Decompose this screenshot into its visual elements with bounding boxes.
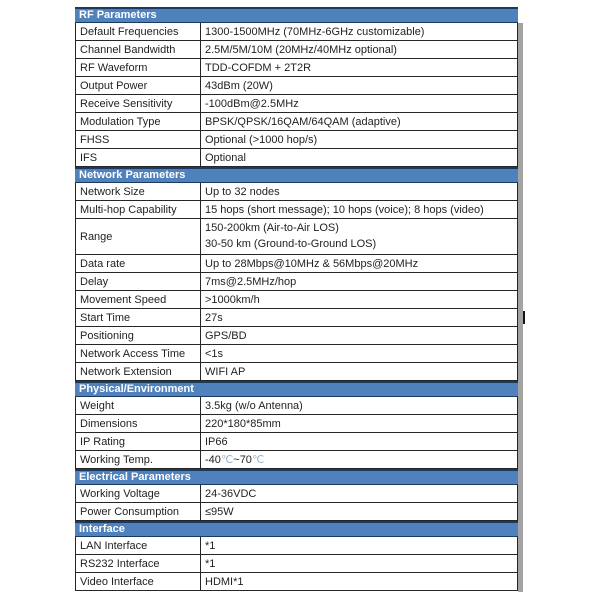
row-label: Movement Speed (76, 291, 201, 308)
table-row (75, 485, 518, 503)
row-value: *1 (205, 557, 216, 570)
row-value: TDD-COFDM + 2T2R (205, 61, 312, 74)
row-value: >1000km/h (205, 293, 260, 306)
row-label: Network Extension (76, 363, 201, 380)
table-row (75, 397, 518, 415)
spec-table (75, 7, 518, 591)
row-label: Delay (76, 273, 201, 290)
table-row (75, 291, 518, 309)
table-row (75, 95, 518, 113)
row-value: *1 (205, 539, 216, 552)
row-label: IFS (76, 149, 201, 166)
row-value (201, 451, 517, 468)
table-row (75, 537, 518, 555)
row-value: HDMI*1 (205, 575, 244, 588)
table-row (75, 77, 518, 95)
row-value: Optional (>1000 hop/s) (205, 133, 318, 146)
row-value: 2.5M/5M/10M (20MHz/40MHz optional) (205, 43, 397, 56)
table-row (75, 363, 518, 381)
row-value: 27s (205, 311, 223, 324)
row-value: Up to 28Mbps@10MHz & 56Mbps@20MHz (205, 257, 419, 270)
row-label: Working Temp. (76, 451, 201, 468)
range-line-2: 30-50 km (Ground-to-Ground LOS) (205, 238, 377, 251)
row-label: Range (76, 219, 201, 254)
row-label: Receive Sensitivity (76, 95, 201, 112)
row-label: Network Access Time (76, 345, 201, 362)
table-row (75, 23, 518, 41)
row-value: Up to 32 nodes (205, 185, 280, 198)
table-row (75, 415, 518, 433)
section-header-rf-parameters: RF Parameters (75, 7, 518, 23)
row-label: RF Waveform (76, 59, 201, 76)
row-label: RS232 Interface (76, 555, 201, 572)
row-value: <1s (205, 347, 224, 360)
row-value: IP66 (205, 435, 228, 448)
row-label: Multi-hop Capability (76, 201, 201, 218)
row-value: 1300-1500MHz (70MHz-6GHz customizable) (205, 25, 425, 38)
temp-unit-low: ℃ (220, 454, 234, 466)
row-label: Output Power (76, 77, 201, 94)
table-row-working-temp (75, 451, 518, 469)
row-value: 43dBm (20W) (205, 79, 273, 92)
row-value: GPS/BD (205, 329, 247, 342)
row-value: ≤95W (205, 505, 234, 518)
row-value: Optional (205, 151, 246, 164)
table-right-shadow (518, 23, 523, 592)
section-header-electrical-parameters: Electrical Parameters (75, 469, 518, 485)
row-value: -100dBm@2.5MHz (205, 97, 299, 110)
row-value: BPSK/QPSK/16QAM/64QAM (adaptive) (205, 115, 401, 128)
row-label: IP Rating (76, 433, 201, 450)
row-value: 220*180*85mm (205, 417, 281, 430)
row-value (201, 219, 517, 254)
table-row (75, 149, 518, 167)
row-label: Modulation Type (76, 113, 201, 130)
row-label: Channel Bandwidth (76, 41, 201, 58)
temp-unit-high: ℃ (251, 454, 265, 466)
temp-value-high: ~70 (233, 453, 252, 466)
row-value: 3.5kg (w/o Antenna) (205, 399, 303, 412)
table-row (75, 573, 518, 591)
row-label: Power Consumption (76, 503, 201, 520)
row-value: 7ms@2.5MHz/hop (205, 275, 297, 288)
section-header-network-parameters: Network Parameters (75, 167, 518, 183)
row-value: 24-36VDC (205, 487, 257, 500)
table-row (75, 201, 518, 219)
row-label: Weight (76, 397, 201, 414)
row-label: Start Time (76, 309, 201, 326)
row-label: Default Frequencies (76, 23, 201, 40)
section-header-physical-environment: Physical/Environment (75, 381, 518, 397)
table-row (75, 113, 518, 131)
table-row (75, 433, 518, 451)
table-row (75, 503, 518, 521)
row-value: WIFI AP (205, 365, 246, 378)
table-row (75, 255, 518, 273)
table-row (75, 41, 518, 59)
table-row-range (75, 219, 518, 255)
table-row (75, 555, 518, 573)
row-label: LAN Interface (76, 537, 201, 554)
table-row (75, 131, 518, 149)
row-label: Dimensions (76, 415, 201, 432)
section-header-interface: Interface (75, 521, 518, 537)
table-row (75, 327, 518, 345)
table-row (75, 345, 518, 363)
row-label: Positioning (76, 327, 201, 344)
temp-value-low: -40 (205, 453, 221, 466)
row-value: 15 hops (short message); 10 hops (voice); 8 hops (video) (205, 203, 484, 216)
table-row (75, 59, 518, 77)
table-row (75, 273, 518, 291)
range-line-1: 150-200km (Air-to-Air LOS) (205, 221, 339, 234)
row-label: Video Interface (76, 573, 201, 590)
row-label: Network Size (76, 183, 201, 200)
table-row-start-time (75, 309, 518, 327)
table-row (75, 183, 518, 201)
row-label: Working Voltage (76, 485, 201, 502)
row-label: Data rate (76, 255, 201, 272)
row-label: FHSS (76, 131, 201, 148)
